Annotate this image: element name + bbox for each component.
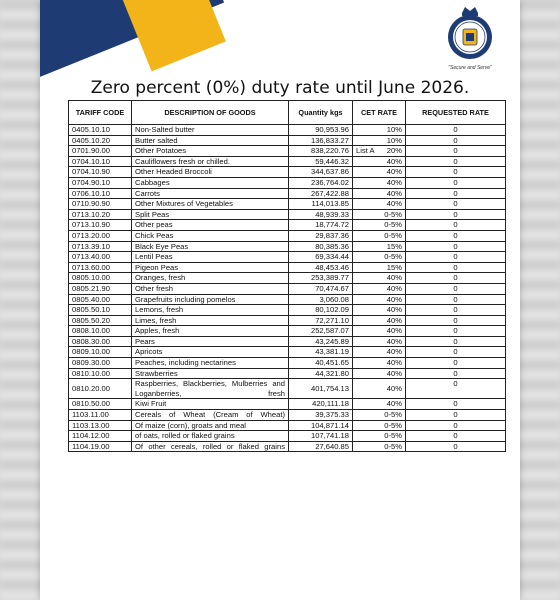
cell-cet-rate: 0-5% [353,252,406,263]
cell-description: Pears [132,336,289,347]
cell-cet-rate: 40% [353,358,406,369]
cell-description: Butter salted [132,135,289,146]
cell-description: Cauliflowers fresh or chilled. [132,156,289,167]
cell-quantity: 114,013.85 [289,199,353,210]
cell-description: Lentil Peas [132,252,289,263]
cet-list-label: List A [356,146,375,156]
cell-quantity: 69,334.44 [289,252,353,263]
cell-tariff-code: 0706.10.10 [69,188,132,199]
cell-quantity: 27,640.85 [289,441,353,452]
cell-tariff-code: 0704.90.10 [69,177,132,188]
cell-tariff-code: 0808.10.00 [69,326,132,337]
cell-requested-rate: 0 [406,188,506,199]
cell-tariff-code: 0710.90.90 [69,199,132,210]
cell-tariff-code: 0809.30.00 [69,358,132,369]
cell-requested-rate: 0 [406,358,506,369]
cell-cet-rate: 40% [353,156,406,167]
header-tariff-code: TARIFF CODE [69,101,132,125]
cell-tariff-code: 0713.10.90 [69,220,132,231]
cell-requested-rate: 0 [406,125,506,136]
cell-quantity: 90,953.96 [289,125,353,136]
cell-tariff-code: 0713.60.00 [69,262,132,273]
header-quantity: Quantity kgs [289,101,353,125]
cell-tariff-code: 0713.39.10 [69,241,132,252]
cell-requested-rate: 0 [406,220,506,231]
cell-requested-rate: 0 [406,420,506,431]
cell-cet-rate: 0-5% [353,230,406,241]
cell-quantity: 48,453.46 [289,262,353,273]
table-row [69,399,506,410]
cell-requested-rate: 0 [406,262,506,273]
cet-rate-value: 20% [386,146,402,156]
cell-tariff-code: 0405.10.10 [69,125,132,136]
cell-quantity: 107,741.18 [289,431,353,442]
cell-tariff-code: 0713.40.00 [69,252,132,263]
cell-cet-rate: 15% [353,241,406,252]
cell-requested-rate: 0 [406,431,506,442]
cell-tariff-code: 0810.20.00 [69,379,132,399]
cell-requested-rate: 0 [406,167,506,178]
cell-quantity: 29,837.36 [289,230,353,241]
cell-quantity: 253,389.77 [289,273,353,284]
cell-tariff-code: 0805.50.10 [69,305,132,316]
table-row [69,315,506,326]
cell-description: Cabbages [132,177,289,188]
cell-requested-rate: 0 [406,294,506,305]
cell-description: Other Headed Broccoli [132,167,289,178]
cell-cet-rate: 40% [353,294,406,305]
document-page [40,0,520,600]
cell-requested-rate: 0 [406,399,506,410]
table-row [69,188,506,199]
cell-cet-rate: 40% [353,167,406,178]
cell-description: of oats, rolled or flaked grains [132,431,289,442]
cell-description: Of maize (corn), groats and meal [132,420,289,431]
cell-requested-rate: 0 [406,336,506,347]
table-row [69,220,506,231]
cell-description: Other peas [132,220,289,231]
cell-description: Peaches, including nectarines [132,358,289,369]
cell-requested-rate: 0 [406,410,506,421]
cell-quantity: 267,422.88 [289,188,353,199]
cell-description: Pigeon Peas [132,262,289,273]
cell-tariff-code: 0704.10.10 [69,156,132,167]
table-row [69,420,506,431]
cell-description: Of other cereals, rolled or flaked grains [132,441,289,452]
cell-quantity: 59,446.32 [289,156,353,167]
table-row [69,358,506,369]
table-row [69,294,506,305]
table-row [69,283,506,294]
cell-requested-rate: 0 [406,135,506,146]
cell-tariff-code: 0704.10.90 [69,167,132,178]
cell-cet-rate: 40% [353,273,406,284]
cell-quantity: 43,381.19 [289,347,353,358]
cell-requested-rate: 0 [406,230,506,241]
cell-quantity: 43,245.89 [289,336,353,347]
cell-description: Kiwi Fruit [132,399,289,410]
cell-quantity: 3,060.08 [289,294,353,305]
cell-requested-rate: 0 [406,252,506,263]
cell-tariff-code: 1103.13.00 [69,420,132,431]
cell-requested-rate: 0 [406,156,506,167]
cell-description: Other Mixtures of Vegetables [132,199,289,210]
cell-cet-rate: 0-5% [353,441,406,452]
cell-quantity: 420,111.18 [289,399,353,410]
cell-requested-rate: 0 [406,305,506,316]
cell-tariff-code: 0405.10.20 [69,135,132,146]
police-crest [442,4,498,78]
header-cet-rate: CET RATE [353,101,406,125]
page-title: Zero percent (0%) duty rate until June 2026. [90,78,470,98]
cell-requested-rate: 0 [406,315,506,326]
table-row [69,125,506,136]
table-row [69,209,506,220]
cell-quantity: 80,102.09 [289,305,353,316]
cell-quantity: 136,833.27 [289,135,353,146]
cell-requested-rate: 0 [406,199,506,210]
cell-quantity: 104,871.14 [289,420,353,431]
cell-requested-rate: 0 [406,326,506,337]
cell-cet-rate: 40% [353,379,406,399]
table-row [69,441,506,452]
cell-quantity: 40,451.65 [289,358,353,369]
cell-cet-rate: 40% [353,368,406,379]
cell-requested-rate: 0 [406,241,506,252]
cell-requested-rate: 0 [406,379,506,399]
cell-tariff-code: 0808.30.00 [69,336,132,347]
table-row [69,305,506,316]
header-description: DESCRIPTION OF GOODS [132,101,289,125]
tariff-table [68,100,506,452]
table-row [69,156,506,167]
cell-quantity: 48,939.33 [289,209,353,220]
cell-tariff-code: 1103.11.00 [69,410,132,421]
cell-quantity: 252,587.07 [289,326,353,337]
cell-quantity: 344,637.86 [289,167,353,178]
table-row [69,379,506,399]
cell-cet-rate: 40% [353,399,406,410]
cell-tariff-code: 0805.10.00 [69,273,132,284]
cell-quantity: 236,764.02 [289,177,353,188]
cell-cet-rate: 10% [353,125,406,136]
cell-tariff-code: 0810.10.00 [69,368,132,379]
cell-requested-rate: 0 [406,347,506,358]
cell-cet-rate: 40% [353,326,406,337]
cell-description: Split Peas [132,209,289,220]
table-row [69,368,506,379]
cell-quantity: 80,385.36 [289,241,353,252]
cell-requested-rate: 0 [406,177,506,188]
cell-quantity: 44,321.80 [289,368,353,379]
cell-quantity: 838,220.76 [289,146,353,157]
cell-tariff-code: 1104.19.00 [69,441,132,452]
cell-cet-rate: 0-5% [353,420,406,431]
cell-description: Non-Salted butter [132,125,289,136]
table-row [69,262,506,273]
table-row [69,230,506,241]
cell-tariff-code: 0805.21.90 [69,283,132,294]
cell-requested-rate: 0 [406,441,506,452]
cell-description: Oranges, fresh [132,273,289,284]
table-row [69,347,506,358]
cell-cet-rate: 40% [353,283,406,294]
police-crest-icon [445,4,495,64]
cell-description: Other Potatoes [132,146,289,157]
cell-tariff-code: 0701.90.00 [69,146,132,157]
cell-cet-rate [353,146,406,157]
cell-description: Chick Peas [132,230,289,241]
cell-description: Strawberries [132,368,289,379]
cell-cet-rate: 10% [353,135,406,146]
table-row [69,199,506,210]
table-header-row [69,101,506,125]
cell-cet-rate: 40% [353,336,406,347]
table-row [69,336,506,347]
table-row [69,431,506,442]
cell-quantity: 401,754.13 [289,379,353,399]
cell-cet-rate: 0-5% [353,410,406,421]
cell-description: Cereals of Wheat (Cream of Wheat) [132,410,289,421]
cell-quantity: 18,774.72 [289,220,353,231]
cell-cet-rate: 0-5% [353,431,406,442]
table-row [69,167,506,178]
cell-requested-rate: 0 [406,209,506,220]
table-row [69,252,506,263]
table-row [69,410,506,421]
cell-tariff-code: 1104.12.00 [69,431,132,442]
table-row [69,146,506,157]
table-body [69,125,506,452]
cell-cet-rate: 0-5% [353,209,406,220]
cell-quantity: 39,375.33 [289,410,353,421]
cell-requested-rate: 0 [406,273,506,284]
cell-cet-rate: 40% [353,305,406,316]
crest-motto: "Secure and Serve" [448,65,492,71]
cell-cet-rate: 15% [353,262,406,273]
cell-requested-rate: 0 [406,283,506,294]
cell-tariff-code: 0809.10.00 [69,347,132,358]
header-requested-rate: REQUESTED RATE [406,101,506,125]
cell-requested-rate: 0 [406,368,506,379]
table-row [69,273,506,284]
cell-tariff-code: 0805.40.00 [69,294,132,305]
cell-quantity: 72,271.10 [289,315,353,326]
cell-description: Grapefruits including pomelos [132,294,289,305]
table-row [69,177,506,188]
table-row [69,326,506,337]
cell-cet-rate: 40% [353,188,406,199]
cell-quantity: 70,474.67 [289,283,353,294]
cell-tariff-code: 0805.50.20 [69,315,132,326]
cell-description: Carrots [132,188,289,199]
cell-description: Apricots [132,347,289,358]
cell-description: Apples, fresh [132,326,289,337]
cell-tariff-code: 0713.10.20 [69,209,132,220]
cell-cet-rate: 40% [353,347,406,358]
cell-description: Lemons, fresh [132,305,289,316]
cell-description: Black Eye Peas [132,241,289,252]
cell-tariff-code: 0810.50.00 [69,399,132,410]
cell-description: Other fresh [132,283,289,294]
cell-cet-rate: 40% [353,315,406,326]
cell-cet-rate: 40% [353,177,406,188]
cell-description: Raspberries, Blackberries, Mulberries and Loganberries, fresh [132,379,289,399]
cell-cet-rate: 0-5% [353,220,406,231]
table-row [69,135,506,146]
cell-cet-rate: 40% [353,199,406,210]
table-row [69,241,506,252]
cell-description: Limes, fresh [132,315,289,326]
cell-tariff-code: 0713.20.00 [69,230,132,241]
cell-requested-rate: 0 [406,146,506,157]
